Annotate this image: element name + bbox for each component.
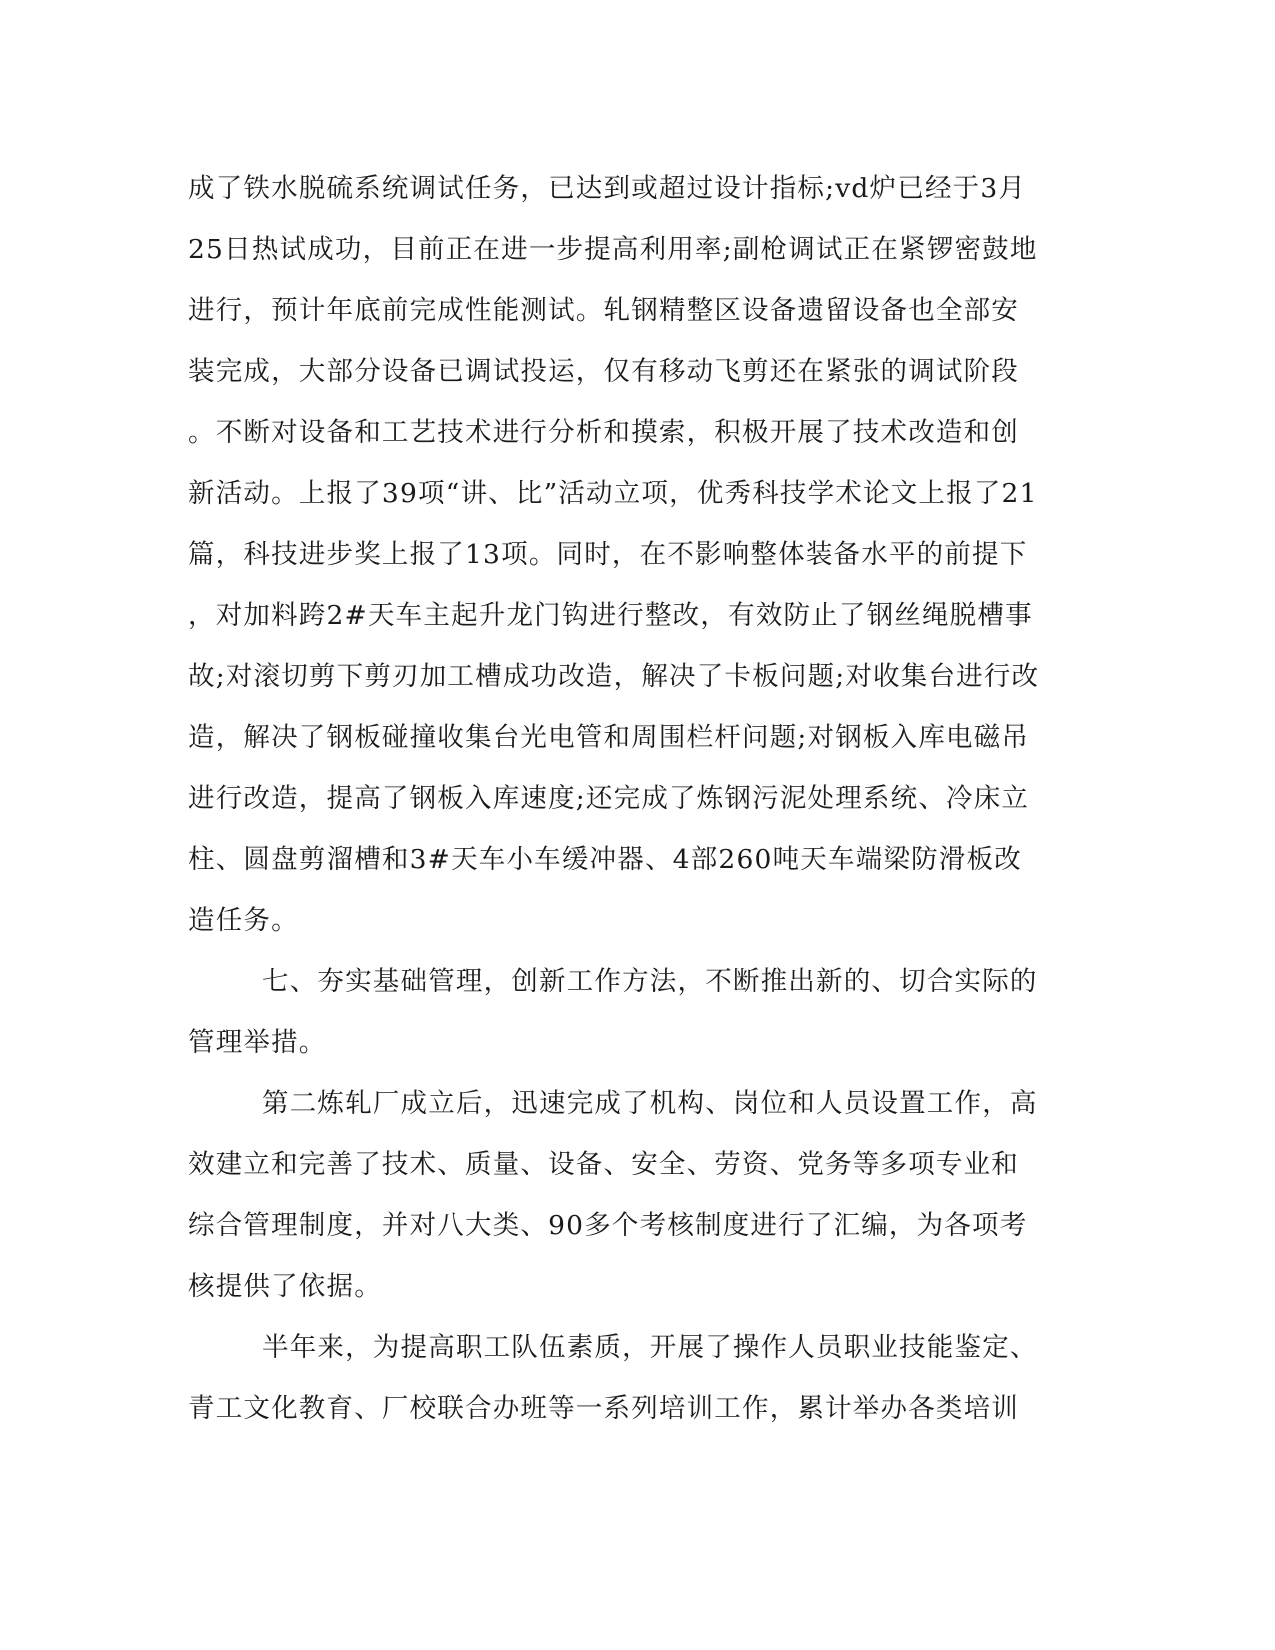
text-line: ，对加料跨2#天车主起升龙门钩进行整改，有效防止了钢丝绳脱槽事: [188, 600, 1033, 631]
text-line: 装完成，大部分设备已调试投运，仅有移动飞剪还在紧张的调试阶段: [188, 356, 1019, 387]
text-line: 25日热试成功，目前正在进一步提高利用率;副枪调试正在紧锣密鼓地: [188, 234, 1038, 265]
text-line: 进行，预计年底前完成性能测试。轧钢精整区设备遗留设备也全部安: [188, 295, 1019, 326]
text-line: 进行改造，提高了钢板入库速度;还完成了炼钢污泥处理系统、冷床立: [188, 783, 1030, 814]
text-line: 造任务。: [188, 905, 299, 936]
text-line: 青工文化教育、厂校联合办班等一系列培训工作，累计举办各类培训: [188, 1393, 1019, 1424]
text-line: 篇，科技进步奖上报了13项。同时，在不影响整体装备水平的前提下: [188, 539, 1028, 570]
section-heading-line: 管理举措。: [188, 1027, 327, 1058]
text-line: 第二炼轧厂成立后，迅速完成了机构、岗位和人员设置工作，高: [262, 1088, 1038, 1119]
text-line: 成了铁水脱硫系统调试任务，已达到或超过设计指标;vd炉已经于3月: [188, 173, 1027, 204]
text-line: 综合管理制度，并对八大类、90多个考核制度进行了汇编，为各项考: [188, 1210, 1028, 1241]
text-line: 核提供了依据。: [188, 1271, 382, 1302]
text-line: 造，解决了钢板碰撞收集台光电管和周围栏杆问题;对钢板入库电磁吊: [188, 722, 1030, 753]
text-line: 半年来，为提高职工队伍素质，开展了操作人员职业技能鉴定、: [262, 1332, 1038, 1363]
document-body: [188, 158, 1068, 1439]
text-line: 。不断对设备和工艺技术进行分析和摸索，积极开展了技术改造和创: [188, 417, 1019, 448]
text-line: 柱、圆盘剪溜槽和3#天车小车缓冲器、4部260吨天车端梁防滑板改: [188, 844, 1022, 875]
section-heading-line: 七、夯实基础管理，创新工作方法，不断推出新的、切合实际的: [262, 966, 1038, 997]
text-line: 新活动。上报了39项“讲、比”活动立项，优秀科技学术论文上报了21: [188, 478, 1038, 509]
text-line: 故;对滚切剪下剪刃加工槽成功改造，解决了卡板问题;对收集台进行改: [188, 661, 1040, 692]
text-line: 效建立和完善了技术、质量、设备、安全、劳资、党务等多项专业和: [188, 1149, 1019, 1180]
